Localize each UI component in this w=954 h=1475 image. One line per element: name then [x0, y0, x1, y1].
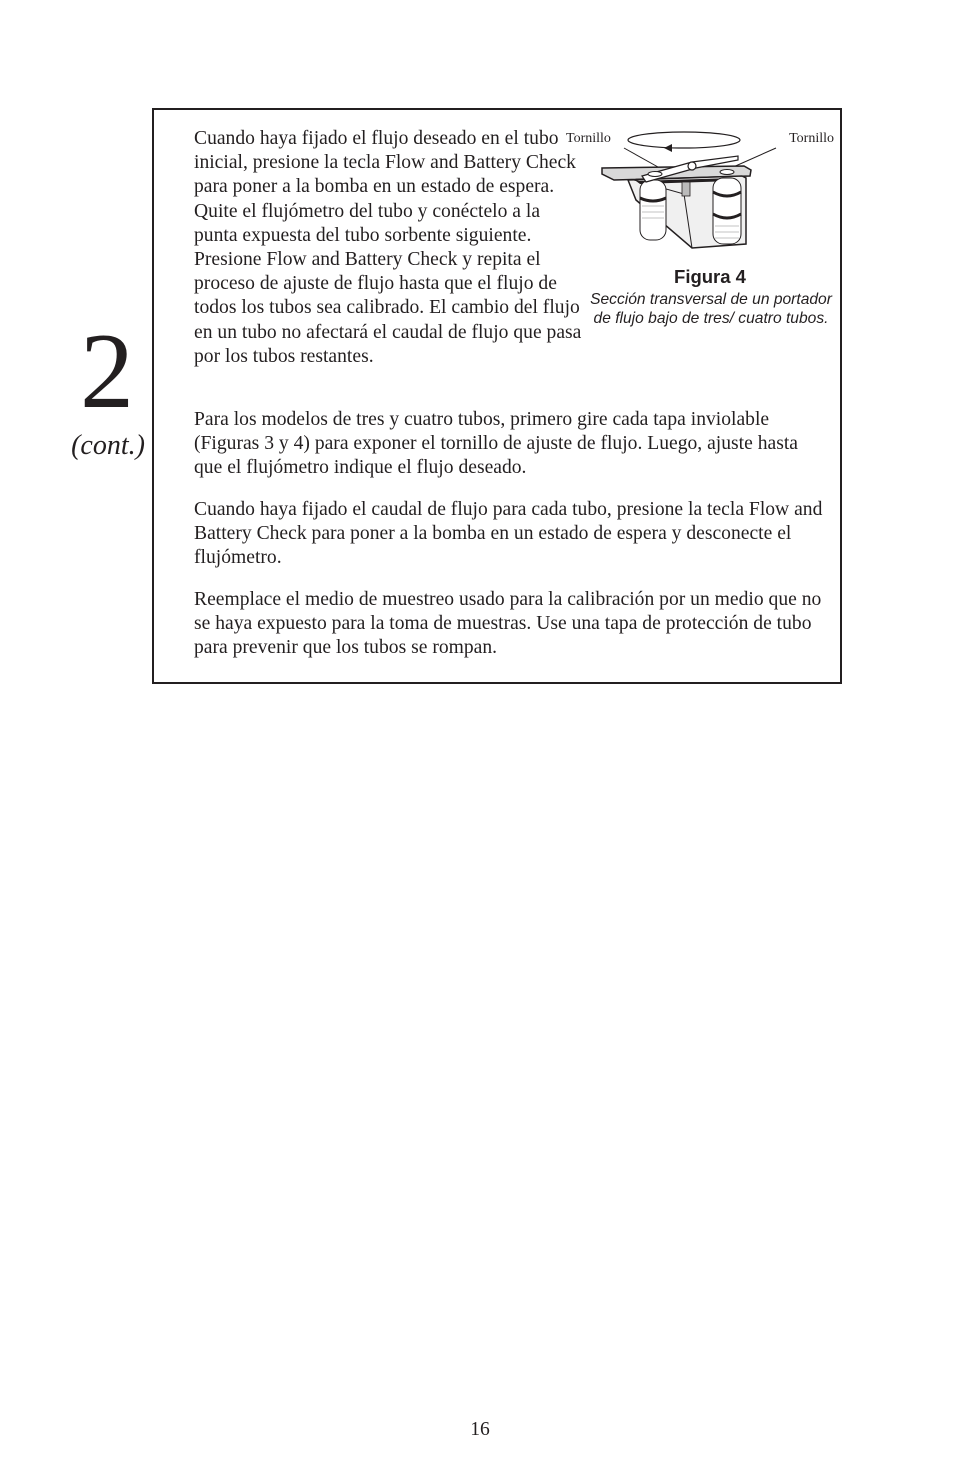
instruction-box — [152, 108, 842, 684]
screw-label-right: Tornillo — [789, 131, 834, 146]
figure-4 — [566, 126, 836, 366]
screw-label-left: Tornillo — [566, 131, 611, 146]
step-number: 2 — [80, 312, 134, 431]
paragraph-tamper-cap: Para los modelos de tres y cuatro tubos, primero gire cada tapa inviolable (Figuras 3 y 4) para exponer el tornillo de ajuste de flujo. Luego, ajuste hasta que el flujómetro indique el flujo deseado. — [194, 409, 798, 479]
paragraph-replace-media: Reemplace el medio de muestreo usado para la calibración por un medio que no se haya expuesto para la toma de muestras. Use una tapa de protección de tubo para prevenir que los tubos se rompan. — [194, 589, 822, 659]
step-continued-label: (cont.) — [71, 430, 145, 461]
paragraph-flow-check: Cuando haya fijado el flujo deseado en el tubo inicial, presione la tecla Flow and Battery Check para poner a la bomba en un estado de espera. Quite el flujómetro del tubo y conéctelo a la punta expuesta del tubo sorbente siguiente. Presione Flow and Battery Check y repita el proceso de ajuste de flujo hasta que el flujo de todos los tubos sea calibrado. El cambio del flujo en un tubo no afectará el caudal de flujo que pasa por los tubos restantes. — [194, 128, 582, 367]
figure-caption: Sección transversal de un portador de flujo bajo de tres/ cuatro tubos. — [590, 291, 832, 328]
figure-title: Figura 4 — [674, 266, 746, 287]
page-number: 16 — [470, 1419, 490, 1440]
paragraph-disconnect: Cuando haya fijado el caudal de flujo para cada tubo, presione la tecla Flow and Battery Check para poner a la bomba en un estado de espera y desconecte el flujómetro. — [194, 499, 823, 569]
